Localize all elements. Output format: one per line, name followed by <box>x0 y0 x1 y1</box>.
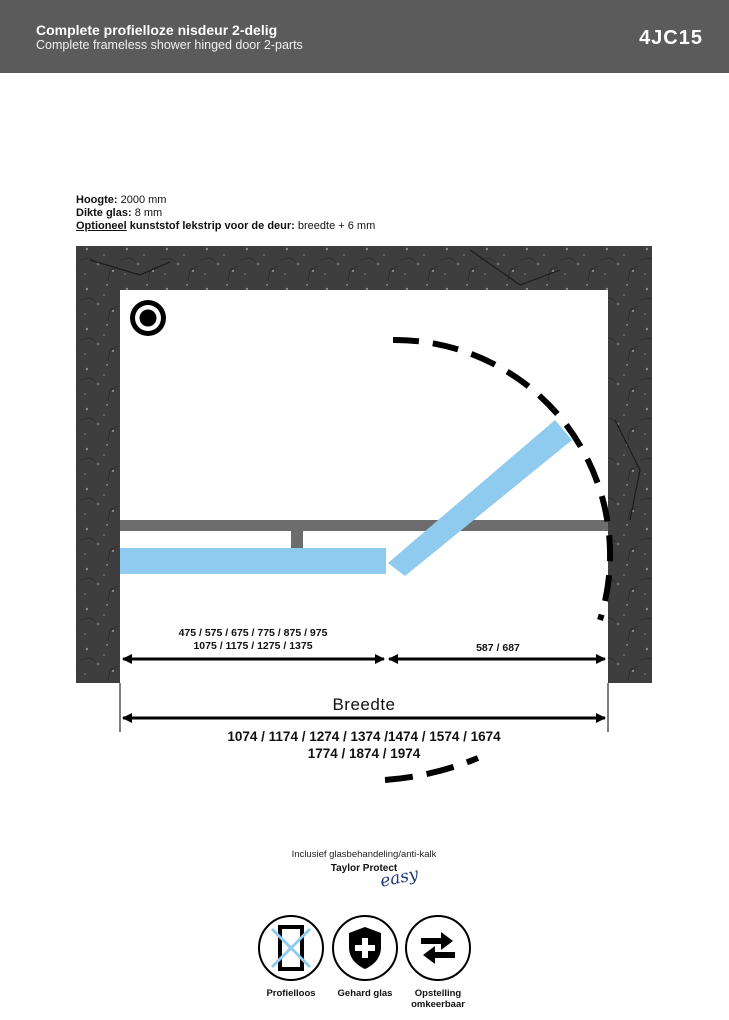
width-label: Breedte <box>332 695 396 714</box>
spec-optional-strip: Optioneel kunststof lekstrip voor de deur: breedte + 6 mm <box>76 220 376 232</box>
frameless-icon <box>258 915 324 981</box>
badge-label-reversible: Opstelling omkeerbaar <box>411 988 465 1010</box>
drain-icon <box>130 300 166 336</box>
brand-name: Taylor Protect <box>330 863 398 874</box>
spec-glass-thickness: Dikte glas: 8 mm <box>76 207 163 219</box>
product-code: 4JC15 <box>639 27 703 49</box>
title-english: Complete frameless shower hinged door 2-parts <box>36 38 303 52</box>
spec-height: Hoogte: 2000 mm <box>76 194 167 206</box>
badge-label-tempered: Gehard glas <box>337 988 393 999</box>
badge-label-frameless: Profielloos <box>266 988 316 999</box>
brand-script: easy <box>378 864 421 892</box>
tempered-glass-shield-icon <box>332 915 398 981</box>
fixed-glass-panel <box>120 548 386 574</box>
reversible-arrows-icon <box>405 915 471 981</box>
title-dutch: Complete profielloze nisdeur 2-delig <box>36 22 278 38</box>
stabilizer-bar <box>120 520 608 531</box>
shower-floor <box>120 290 608 683</box>
door-sizes: 587 / 687 <box>476 642 520 654</box>
width-values: 1074 / 1174 / 1274 / 1374 /1474 / 1574 / 1674 1774 / 1874 / 1974 <box>227 729 501 761</box>
fixed-panel-sizes: 475 / 575 / 675 / 775 / 875 / 975 1075 / 1175 / 1275 / 1375 <box>178 627 328 652</box>
included-treatment: Inclusief glasbehandeling/anti-kalk <box>291 849 437 860</box>
stabilizer-support <box>291 531 303 548</box>
